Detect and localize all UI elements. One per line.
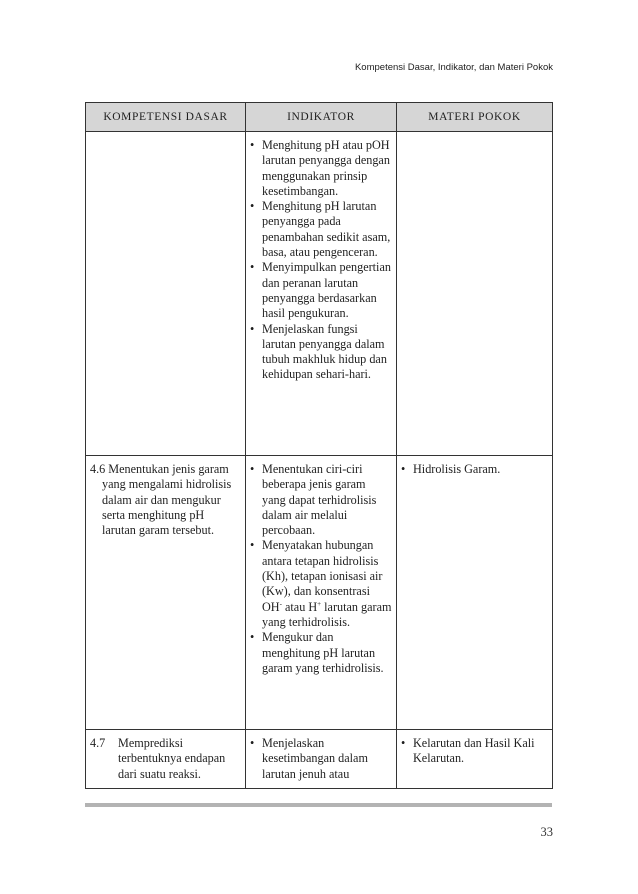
h-charge: +: [317, 599, 322, 608]
indicator-text: Menyatakan hubungan antara tetapan hidrolisis (Kh), tetapan ionisasi air (Kw), dan konsentrasi: [262, 538, 383, 599]
kd-number: 4.6: [90, 462, 106, 476]
kd-item: [90, 462, 241, 538]
column-header-indikator: INDIKATOR: [246, 103, 397, 132]
table-header-row: [86, 103, 553, 132]
table-row: [86, 132, 553, 456]
column-header-materi-pokok: MATERI POKOK: [397, 103, 553, 132]
table-row: [86, 456, 553, 730]
kd-text: Menentukan jenis garam yang mengalami hidrolisis dalam air dan mengukur serta menghitung pH larutan garam tersebut.: [102, 462, 232, 538]
list-item: • Menentukan ciri-ciri beberapa jenis garam yang dapat terhidrolisis dalam air melalui percobaan.: [250, 462, 392, 538]
syllabus-table: [85, 102, 553, 789]
materi-cell: [397, 132, 553, 456]
kd-number: 4.7: [90, 736, 106, 750]
indicator-cell: [246, 456, 397, 730]
materi-list: [401, 736, 548, 767]
running-header: Kompetensi Dasar, Indikator, dan Materi Pokok: [354, 62, 553, 73]
column-header-kompetensi-dasar: KOMPETENSI DASAR: [86, 103, 246, 132]
footer-divider: [85, 803, 552, 807]
list-item: • Menghitung pH larutan penyangga pada penambahan sedikit asam, basa, atau pengenceran.: [250, 199, 392, 260]
indicator-cell: [246, 132, 397, 456]
kd-item: [90, 736, 241, 782]
h-ion: atau H: [281, 599, 318, 614]
indicator-list: [250, 462, 392, 676]
list-item: • Kelarutan dan Hasil Kali Kelarutan.: [401, 736, 548, 767]
list-item: • Menjelaskan fungsi larutan penyangga dalam tubuh makhluk hidup dan kehidupan sehari-hari.: [250, 322, 392, 383]
kd-cell: [86, 456, 246, 730]
page-number: 33: [540, 825, 553, 839]
kd-text: Memprediksi terbentuknya endapan dari suatu reaksi.: [118, 736, 226, 781]
oh-charge: -: [279, 599, 282, 608]
kd-cell: [86, 132, 246, 456]
materi-list: [401, 462, 548, 477]
materi-cell: [397, 456, 553, 730]
list-item: • Mengukur dan menghitung pH larutan garam yang terhidrolisis.: [250, 630, 392, 676]
indicator-cell: [246, 730, 397, 789]
indicator-list: [250, 736, 392, 782]
table-row: [86, 730, 553, 789]
materi-cell: [397, 730, 553, 789]
kd-cell: [86, 730, 246, 789]
list-item: • Hidrolisis Garam.: [401, 462, 548, 477]
list-item: • Menghitung pH atau pOH larutan penyangga dengan menggunakan prinsip kesetimbangan.: [250, 138, 392, 199]
list-item: • Menyimpulkan pengertian dan peranan larutan penyangga berdasarkan hasil pengukuran.: [250, 260, 392, 321]
indicator-list: [250, 138, 392, 383]
oh-ion: OH: [262, 599, 280, 614]
list-item: • Menjelaskan kesetimbangan dalam larutan jenuh atau: [250, 736, 392, 782]
indicator-text-end: larutan garam yang terhidrolisis.: [262, 599, 392, 629]
list-item: [250, 538, 392, 630]
